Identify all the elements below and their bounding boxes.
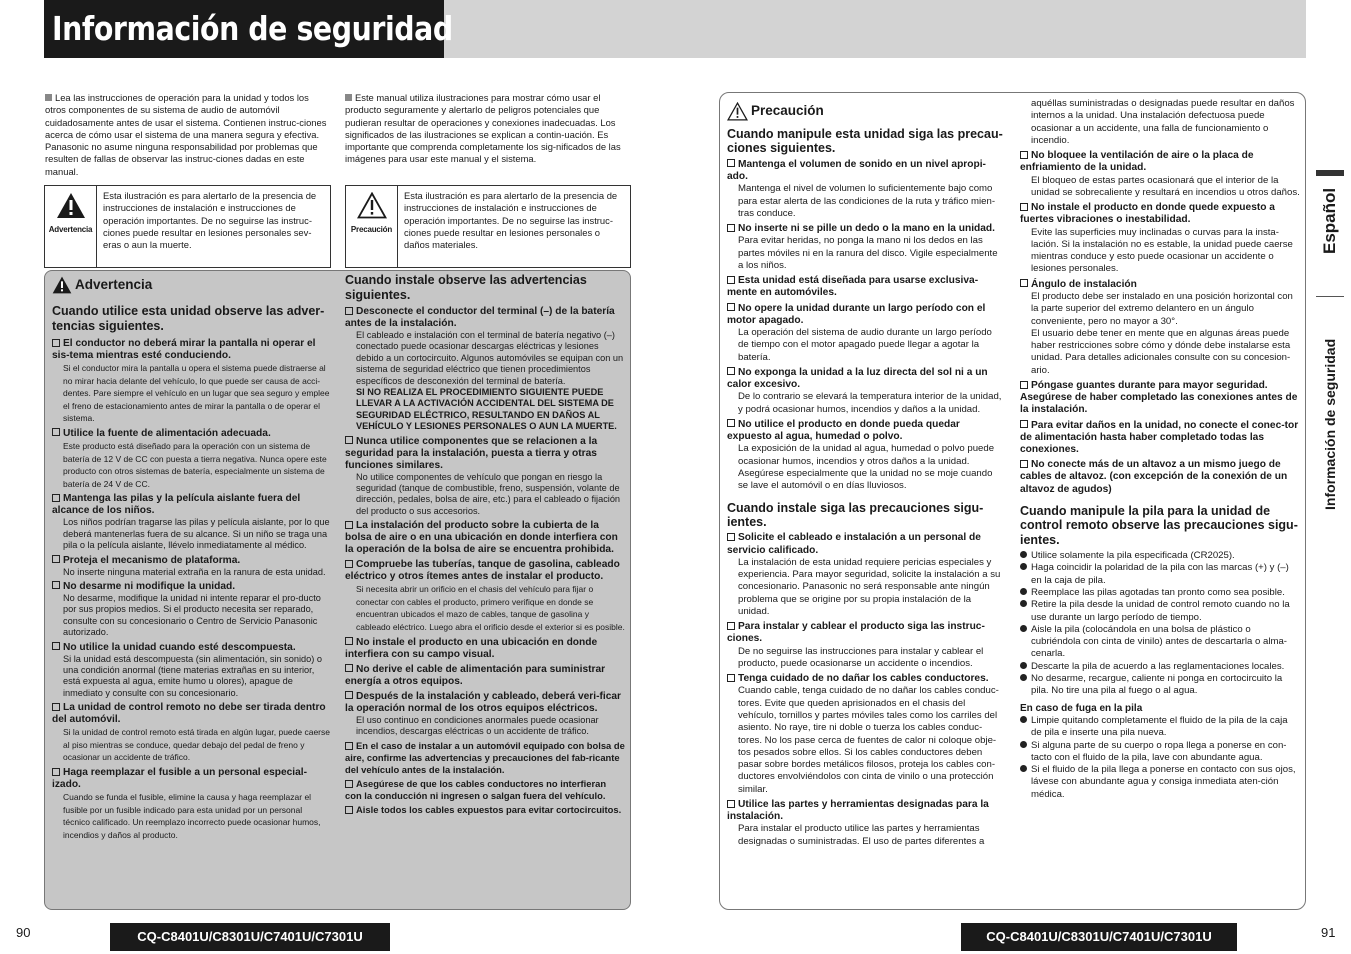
list-item-title: Esta unidad está diseñada para usarse exclusiva-mente en automóviles.	[727, 275, 979, 299]
list-item-title: Después de la instalación y cableado, deberá veri-ficar la operación normal de los otros equipos eléctricos.	[345, 690, 621, 714]
list-item-title: Asegúrese de que los cables conductores no interfieran con la conducción ni ingresen o salgan fuera del vehículo.	[345, 778, 607, 801]
checkbox-bullet-icon	[52, 768, 60, 776]
bullet-item: Limpie quitando completamente el fluido de la pila de la caja de pila e inserte una pila nueva.	[1020, 715, 1300, 740]
checkbox-bullet-icon	[727, 674, 735, 682]
checkbox-bullet-icon	[1020, 151, 1028, 159]
list-item-title: No bloquee la ventilación de aire o la placa de enfriamiento de la unidad.	[1020, 150, 1254, 174]
model-label-right: CQ-C8401U/C8301U/C7401U/C7301U	[961, 923, 1237, 951]
precaucion-section1-title: Cuando manipule esta unidad siga las precau-ciones siguientes.	[727, 127, 1003, 156]
checkbox-bullet-icon	[727, 533, 735, 541]
legend-precaucion-text: Esta ilustración es para alertarlo de la presencia de instrucciones de instalación e instrucciones de operación importantes. De no seguirse las instruc-ciones puede resultar en lesiones personales o daños materiales.	[404, 190, 618, 251]
checkbox-bullet-icon	[345, 742, 353, 750]
list-item-text: Si necesita abrir un orificio en el chasis del vehículo para fijar o conectar con cables el producto, primero verifique en donde se encuentran ubicados el mazo de cables, tanque de gasolina y cableado eléctrico. Luego abra el orificio desde el exterior si es posible.	[356, 584, 625, 633]
list-item-title: Mantenga las pilas y la película aislante fuera del alcance de los niños.	[52, 493, 301, 517]
list-item-text: Para evitar heridas, no ponga la mano ni los dedos en las partes móviles ni en la ranura del disco. Vigile especialmente a los niños.	[738, 235, 998, 271]
list-item-title: Ángulo de instalación	[1020, 279, 1300, 291]
checkbox-bullet-icon	[345, 307, 353, 315]
advertencia-col-1	[52, 276, 330, 841]
list-item-text: No desarme, modifique la unidad ni intente reparar el pro-ducto por sus propios medios. Si el producto necesita ser reparado, consulte con su concesionario o Centro de Servicio Panasonic autorizado.	[63, 592, 321, 638]
checkbox-bullet-icon	[727, 159, 735, 167]
checkbox-bullet-icon	[1020, 203, 1028, 211]
checkbox-bullet-icon	[345, 664, 353, 672]
list-item-text: No utilice componentes de vehículo que pongan en riesgo la seguridad (tanque de combustible, freno, suspensión, volante de dirección, pedales, bolsa de aire, etc.) para el cableado o fijación del producto o sus accesorios.	[356, 471, 621, 516]
list-item-title: No opere la unidad durante un largo período con el motor apagado.	[727, 302, 986, 326]
list-item-text: El producto debe ser instalado en una posición horizontal con la parte superior del extremo delantero en un ángulo conveniente, pero no mayor a 30°.	[1031, 290, 1293, 327]
list-item-title: Solicite el cableado e instalación a un personal de servicio calificado.	[727, 532, 981, 556]
checkbox-bullet-icon	[345, 806, 353, 814]
list-item-text: La exposición de la unidad al agua, humedad o polvo puede ocasionar humos, incendios y otros daños a la unidad. Asegúrese especialmente que la unidad no se moje cuando se lave el automóvil o en días lluviosos.	[738, 443, 995, 492]
list-item-title: No desarme ni modifique la unidad.	[52, 581, 330, 593]
checkbox-bullet-icon	[52, 339, 60, 347]
page-title: Información de seguridad	[44, 0, 444, 58]
list-item-text: La operación del sistema de audio durante un largo período de tiempo con el motor apagado puede llegar a agotar la batería.	[738, 327, 992, 363]
dot-bullet-icon	[1020, 765, 1027, 772]
list-item-title: No derive el cable de alimentación para suministrar energía a otros equipos.	[345, 663, 606, 687]
page-number-left: 90	[16, 925, 31, 940]
dot-bullet-icon	[1020, 662, 1027, 669]
list-item-text: El usuario debe tener en mente que en algunas áreas puede haber restricciones sobre cómo y dónde debe instalarse esta unidad. Para detalles adicionales consulte con su concesion-ario.	[1031, 327, 1291, 376]
list-item-title: No inserte ni se pille un dedo o la mano en la unidad.	[727, 223, 1003, 235]
dot-bullet-icon	[1020, 716, 1027, 723]
checkbox-bullet-icon	[345, 521, 353, 529]
legend-icon-cell	[346, 186, 398, 267]
square-bullet-icon	[45, 94, 52, 101]
list-item-title: No instale el producto en donde quede expuesto a fuertes vibraciones o inestabilidad.	[1020, 202, 1275, 226]
list-item-text: Mantenga el nivel de volumen lo suficientemente bajo como para estar alerta de las condiciones de la ruta y tráfico mien-tras conduce.	[738, 183, 996, 219]
precaucion-section2-title: Cuando instale siga las precauciones sigu-ientes.	[727, 500, 984, 529]
side-tab-language: Español	[1320, 187, 1339, 254]
intro-right: Este manual utiliza ilustraciones para mostrar cómo usar el producto seguramente y alertarlo de peligros potenciales que pudieran resultar de operaciones y conexiones inadecuadas. Los significados de las ilustraciones se explican a contin-uación. Es importante que comprenda completamente los sig-nificados de las imágenes para usar este manual y el sistema.	[345, 92, 621, 165]
list-item-title: El conductor no deberá mirar la pantalla ni operar el sis-tema mientras esté conduciendo.	[52, 338, 316, 361]
list-item-title: Mantenga el volumen de sonido en un nivel apropi-ado.	[727, 158, 986, 183]
checkbox-bullet-icon	[1020, 381, 1028, 389]
side-tab-marker	[1316, 170, 1344, 176]
list-item-title: Compruebe las tuberías, tanque de gasolina, cableado eléctrico y otros ítemes antes de instalar el producto.	[345, 559, 620, 583]
checkbox-bullet-icon	[52, 555, 60, 563]
checkbox-bullet-icon	[727, 276, 735, 284]
side-tabs	[1316, 170, 1344, 730]
checkbox-bullet-icon	[345, 691, 353, 699]
list-item-text: El cableado e instalación con el terminal de batería negativo (–) conectado puede ocasionar descargas eléctricas y lesiones debido a un cortocircuito. Algunos automóviles se equipan con un sistema de seguridad eléctrico que tienen procedimientos específicos de desconexión del terminal de batería.	[356, 330, 624, 386]
advertencia-items2	[345, 306, 625, 816]
list-item-text: El uso continuo en condiciones anormales puede ocasionar incendios, descargas eléctricas o un accidente de tráfico.	[356, 714, 599, 737]
dot-bullet-icon	[1020, 600, 1027, 607]
checkbox-bullet-icon	[727, 224, 735, 232]
list-item-title: No instale el producto en una ubicación en donde interfiera con su campo visual.	[345, 636, 598, 660]
checkbox-bullet-icon	[1020, 420, 1028, 428]
precaucion-header: Precaución	[727, 102, 1003, 121]
continued-text: aquéllas suministradas o designadas puede resultar en daños internos a la unidad. Una instalación defectuosa puede ocasionar a un accidente, una falla de funcionamiento o incendio.	[1031, 98, 1295, 146]
list-item-title: No utilice la unidad cuando esté descompuesta.	[52, 642, 330, 654]
checkbox-bullet-icon	[52, 494, 60, 502]
list-item-text: El bloqueo de estas partes ocasionará que el interior de la unidad se sobrecaliente y resultará en incendios u otros daños.	[1031, 174, 1300, 198]
list-item-text: No inserte ninguna material extraña en la ranura de esta unidad.	[63, 566, 326, 577]
checkbox-bullet-icon	[1020, 279, 1028, 287]
list-item-text: De no seguirse las instrucciones para instalar y cablear el producto, puede ocasionarse un accidente o incendios.	[738, 645, 984, 669]
legend-advertencia-text: Esta ilustración es para alertarlo de la presencia de instrucciones de instalación e instrucciones de operación importantes. De no seguirse las instruc-ciones puede resultar en lesiones personales sev-eras o aun la muerte.	[103, 190, 317, 251]
precaucion-items1	[727, 159, 1003, 493]
list-item-title: Nunca utilice componentes que se relacionen a la seguridad para la instalación, puesta a tierra y otras funciones similares.	[345, 435, 598, 471]
bullet-item: Descarte la pila de acuerdo a las reglamentaciones locales.	[1020, 661, 1300, 673]
legend-precaucion-label: Precaución	[350, 225, 393, 234]
bullet-item: Aisle la pila (colocándola en una bolsa de plástico o cubriéndola con cinta de vinilo) antes de descartarla o alma-cenarla.	[1020, 624, 1300, 661]
caution-triangle-icon	[727, 102, 748, 121]
checkbox-bullet-icon	[727, 303, 735, 311]
legend-precaucion	[345, 185, 631, 268]
dot-bullet-icon	[1020, 551, 1027, 558]
checkbox-bullet-icon	[727, 622, 735, 630]
checkbox-bullet-icon	[52, 642, 60, 650]
dot-bullet-icon	[1020, 741, 1027, 748]
legend-advertencia	[44, 185, 331, 268]
battery-bullets	[1020, 550, 1300, 698]
checkbox-bullet-icon	[345, 560, 353, 568]
list-item-title: La instalación del producto sobre la cubierta de la bolsa de aire o en una ubicación en donde interfiera con la operación de la bolsa de aire se encuentra prohibida.	[345, 520, 618, 556]
advertencia-col-2	[345, 273, 625, 816]
list-item-title: Utilice las partes y herramientas designadas para la instalación.	[727, 799, 989, 823]
warning-triangle-icon	[56, 192, 86, 219]
bullet-item: Haga coincidir la polaridad de la pila con las marcas (+) y (–) en la caja de pila.	[1020, 562, 1300, 587]
checkbox-bullet-icon	[52, 581, 60, 589]
list-item-title: Proteja el mecanismo de plataforma.	[52, 555, 330, 567]
bullet-item: Retire la pila desde la unidad de control remoto cuando no la use durante un largo período de tiempo.	[1020, 599, 1300, 624]
list-item-title: Haga reemplazar el fusible a un personal especial-izado.	[52, 767, 308, 790]
list-item-text: Si el conductor mira la pantalla u opera el sistema puede distraerse al no mirar hacia delante del vehículo, lo que puede ser causa de acci-dentes. Pare siempre el vehículo en un lugar que sea seguro y emplee el freno de estacionamiento antes de mirar la pantalla o de operar el sistema.	[63, 363, 330, 424]
advertencia-section2-title: Cuando instale observe las advertencias siguientes.	[345, 273, 587, 302]
bullet-item: Utilice solamente la pila especificada (CR2025).	[1020, 550, 1300, 562]
precaucion-col-1	[727, 102, 1003, 848]
precaucion-items3	[1020, 150, 1300, 496]
page-number-right: 91	[1321, 925, 1336, 940]
checkbox-bullet-icon	[727, 800, 735, 808]
bullet-item: Si alguna parte de su cuerpo o ropa llega a ponerse en con-tacto con el fluido de la pila, lave con abundante agua.	[1020, 740, 1300, 765]
bullet-item: No desarme, recargue, caliente ni ponga en cortocircuito la pila. No tire una pila al fuego o al agua.	[1020, 673, 1300, 698]
checkbox-bullet-icon	[52, 428, 60, 436]
bullet-item: Si el fluido de la pila llega a ponerse en contacto con sus ojos, lávese con abundante agua y consiga inmediata aten-ción médica.	[1020, 764, 1300, 801]
checkbox-bullet-icon	[52, 703, 60, 711]
precaucion-items2	[727, 532, 1003, 848]
side-tab-divider	[1316, 296, 1344, 297]
list-item-text: Evite las superficies muy inclinadas o curvas para la insta-lación. Si la instalación no es estable, la unidad puede caerse mientras conduce y esto puede ocasionar un accidente o lesiones personales.	[1031, 226, 1293, 275]
list-item-text: Este producto está diseñado para la operación con un sistema de batería de 12 V de CC con puesta a tierra negativa. Nunca opere este producto con otros sistemas de batería, especialmente un sistema de batería de 24 V de CC.	[63, 440, 327, 489]
leak-bullets	[1020, 715, 1300, 801]
advertencia-items1	[52, 338, 330, 841]
list-item-text: De lo contrario se elevará la temperatura interior de la unidad, y podrá ocasionar humos, incendios y daños a la unidad.	[738, 391, 1002, 415]
intro-left: Lea las instrucciones de operación para la unidad y todos los otros componentes de su sistema de audio de automóvil cuidadosamente antes de usar el sistema. Contienen instruc-ciones acerca de cómo usar el sistema de una manera segura y efectiva. Panasonic no asume ninguna responsabilidad por problemas que resulten de fallas de observar las instruc-ciones dadas en este manual.	[45, 92, 327, 177]
list-item-text: Los niños podrían tragarse las pilas y película aislante, por lo que deberá mantenerlas fuera de su alcance. Si un niño se traga una pila o la película aislante, llévelo inmediatamente al médico.	[63, 517, 330, 551]
list-item-title: No utilice el producto en donde pueda quedar expuesto al agua, humedad o polvo.	[727, 418, 960, 443]
dot-bullet-icon	[1020, 674, 1027, 681]
advertencia-header: Advertencia	[52, 276, 330, 294]
checkbox-bullet-icon	[345, 637, 353, 645]
checkbox-bullet-icon	[345, 436, 353, 444]
side-tab-section: Información de seguridad	[1322, 338, 1338, 510]
advertencia-section1-title: Cuando utilice esta unidad observe las adver-tencias siguientes.	[52, 304, 325, 333]
list-item-title: En el caso de instalar a un automóvil equipado con bolsa de aire, confirme las advertencias y precauciones del fab-ricante del vehículo antes de la instalación.	[345, 740, 625, 775]
checkbox-bullet-icon	[345, 780, 353, 788]
bullet-item: Reemplace las pilas agotadas tan pronto como sea posible.	[1020, 587, 1300, 599]
list-item-text: Cuando se funda el fusible, elimine la causa y haga reemplazar el fusible por un fusible indicado para esta unidad por un personal técnico calificado. Un reemplazo incorrecto puede ocasionar humos, incendios y daños al producto.	[63, 792, 321, 840]
list-item-title: Utilice la fuente de alimentación adecuada.	[52, 428, 330, 440]
list-item-text: La instalación de esta unidad requiere pericias especiales y experiencia. Para mayor seguridad, solicite la instalación a su concesionario. Panasonic no será responsable ante ningún problema que se origine por su propia instalación de la unidad.	[738, 556, 1001, 617]
list-item-text: Si la unidad está descompuesta (sin alimentación, sin sonido) o una condición anormal (tiene materias extrañas en su interior, está expuesta al agua, emite humo u olores), apague de inmediato y consulte con su concesionario.	[63, 653, 322, 698]
precaucion-col-2	[1020, 98, 1300, 801]
list-item-title: Para evitar daños en la unidad, no conecte el conec-tor de alimentación hasta haber completado todas las conexiones.	[1020, 419, 1299, 456]
list-item-title: No conecte más de un altavoz a un mismo juego de cables de altavoz. (con excepción de la conexión de un altavoz de agudos)	[1020, 459, 1288, 495]
dot-bullet-icon	[1020, 588, 1027, 595]
list-item-caps: SI NO REALIZA EL PROCEDIMIENTO SIGUIENTE PUEDE LLEVAR A LA ACTIVACIÓN ACCIDENTAL DEL SISTEMA DE SEGURIDAD ELÉCTRICO, RESULTANDO EN DAÑOS AL VEHÍCULO Y LESIONES PERSONALES O AUN LA MUERTE.	[356, 387, 617, 432]
legend-icon-cell	[45, 186, 97, 267]
checkbox-bullet-icon	[727, 419, 735, 427]
precaucion-section3-title: Cuando manipule la pila para la unidad de control remoto observe las precauciones sigu-ientes.	[1020, 503, 1298, 547]
dot-bullet-icon	[1020, 563, 1027, 570]
list-item-title: Aisle todos los cables expuestos para evitar cortocircuitos.	[345, 804, 625, 816]
model-label-left: CQ-C8401U/C8301U/C7401U/C7301U	[110, 923, 390, 951]
list-item-title: Para instalar y cablear el producto siga las instruc-ciones.	[727, 621, 985, 645]
checkbox-bullet-icon	[727, 367, 735, 375]
list-item-text: Si la unidad de control remoto está tirada en algún lugar, puede caerse al piso mientras se conduce, quedar debajo del pedal de freno y ocasionar un accidente de tráfico.	[63, 727, 330, 763]
list-item-title: No exponga la unidad a la luz directa del sol ni a un calor excesivo.	[727, 366, 988, 391]
list-item-text: Cuando cable, tenga cuidado de no dañar los cables conduc-tores. Evite que queden aprisionados en el chasis del vehículo, tornillos y partes móviles tales como los carriles del asiento. No raye, tire ni doble o tuerza los cables conduc-tores. No los pase cerca de fuentes de calor ni coloque obje-tos pesados sobre ellos. Si los cables conductores deben pasar sobre bordes metálicos filosos, proteja los cables con-ductores envolviéndolos con cinta de vinilo o una protección similar.	[738, 685, 999, 795]
list-item-title: Tenga cuidado de no dañar los cables conductores.	[727, 673, 1003, 685]
square-bullet-icon	[345, 94, 352, 101]
list-item-text: Para instalar el producto utilice las partes y herramientas designadas o suministradas. El uso de partes diferentes a	[738, 823, 985, 847]
caution-triangle-icon	[357, 192, 387, 219]
dot-bullet-icon	[1020, 625, 1027, 632]
warning-triangle-icon	[52, 276, 72, 294]
leak-title: En caso de fuga en la pila	[1020, 702, 1143, 714]
checkbox-bullet-icon	[1020, 460, 1028, 468]
legend-advertencia-label: Advertencia	[48, 225, 93, 234]
list-item-title: Desconecte el conductor del terminal (–) de la batería antes de la instalación.	[345, 306, 615, 329]
list-item-title: La unidad de control remoto no debe ser tirada dentro del automóvil.	[52, 702, 326, 726]
list-item-title: Póngase guantes durante para mayor seguridad. Asegúrese de haber completado las conexiones antes de la instalación.	[1020, 380, 1298, 416]
